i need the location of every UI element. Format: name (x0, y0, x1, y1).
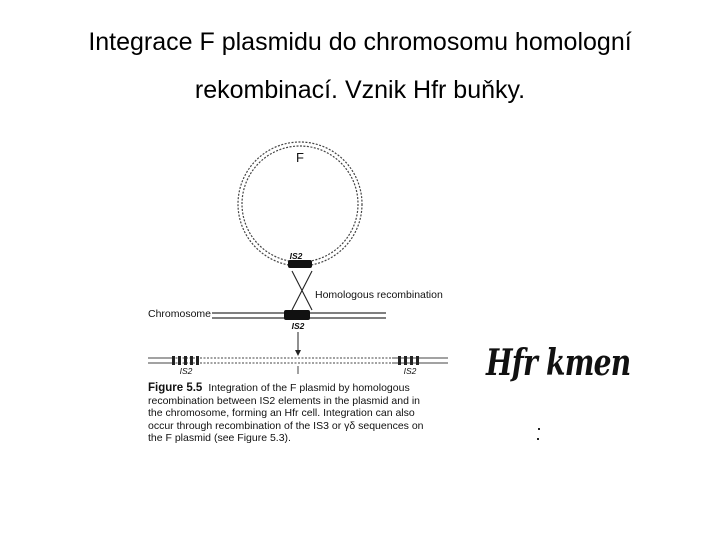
caption-line-3: the chromosome, forming an Hfr cell. Integration can also (148, 407, 415, 420)
chromosome-label: Chromosome (148, 308, 212, 320)
plasmid-is2-label: IS2 (289, 251, 303, 261)
crossover-x (292, 271, 312, 310)
caption-line-2: recombination between IS2 elements in the plasmid and in (148, 394, 420, 407)
plasmid-is2-element (288, 260, 312, 268)
caption-line-1: Integration of the F plasmid by homologous (208, 382, 410, 394)
down-arrow (295, 332, 301, 356)
chromosome-is2-element (284, 310, 310, 320)
hfr-is2-right-element (398, 356, 419, 365)
figure-caption (148, 382, 448, 445)
speck-mark-1 (538, 428, 540, 430)
caption-line-4: occur through recombination of the IS3 or γδ sequences on (148, 419, 424, 432)
slide-title-line-1: Integrace F plasmidu do chromosomu homologní (88, 28, 632, 56)
homologous-recombination-label: Homologous recombination (315, 289, 443, 301)
hfr-is2-left-label: IS2 (179, 366, 193, 376)
handwritten-note: Hfr kmen (486, 342, 631, 384)
slide-title-line-2: rekombinací. Vznik Hfr buňky. (194, 76, 526, 104)
chromosome-is2-label: IS2 (291, 321, 305, 331)
figure-number: Figure 5.5 (148, 382, 203, 394)
speck-mark-2 (537, 438, 539, 440)
caption-line-5: the F plasmid (see Figure 5.3). (148, 432, 291, 445)
hfr-is2-right-label: IS2 (403, 366, 417, 376)
plasmid-label: F (296, 150, 304, 165)
hfr-is2-left-element (172, 356, 199, 365)
